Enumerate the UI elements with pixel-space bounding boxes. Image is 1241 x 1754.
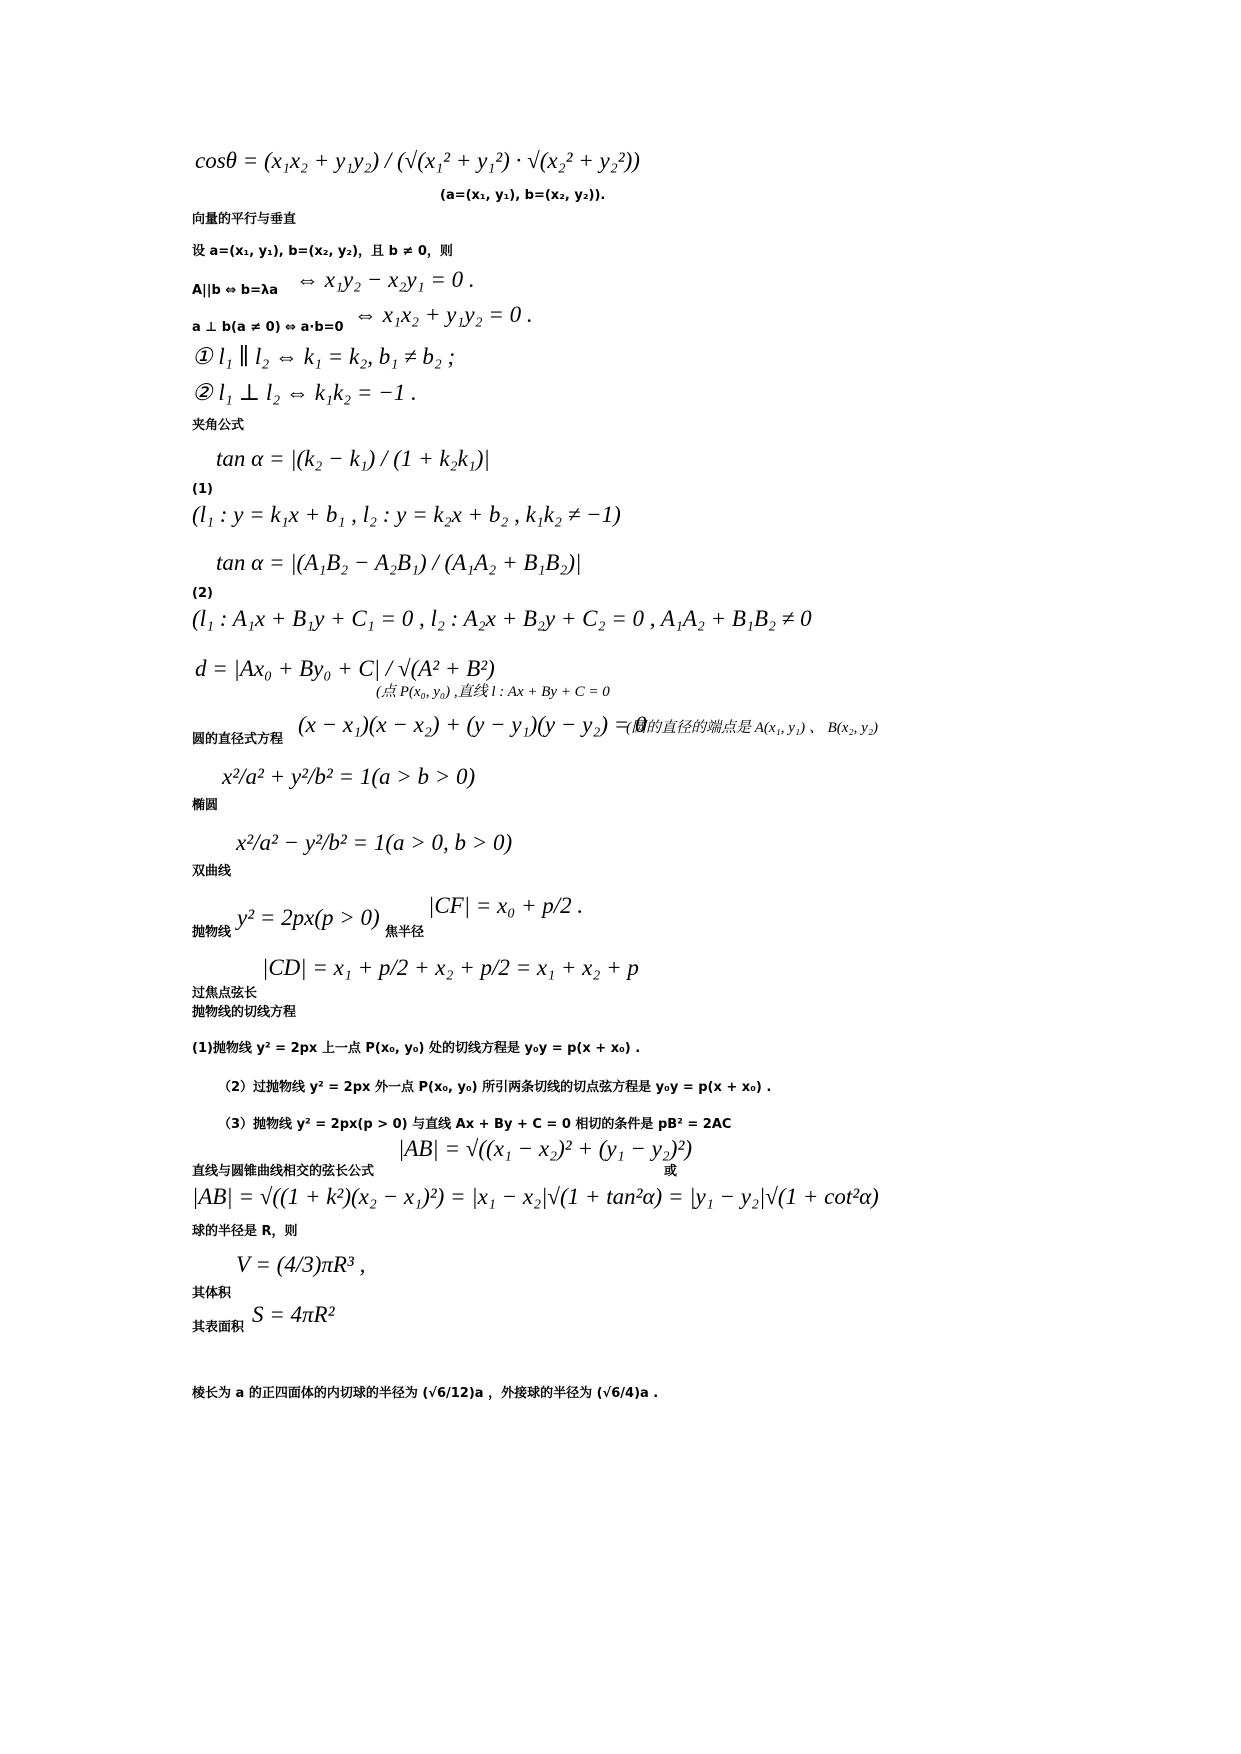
section-heading-vector: 向量的平行与垂直: [192, 212, 297, 227]
ellipse-label: 椭圆: [192, 798, 219, 813]
angle-formula-1-label: (1): [192, 482, 213, 497]
tangent-rule-3: （3）抛物线 y² = 2px(p > 0) 与直线 Ax + By + C = 0 相切的条件是 pB² = 2AC: [218, 1117, 732, 1132]
angle-formula-1-condition: (l₁ : y = k₁x + b₁ , l₂ : y = k₂x + b₂ , k₁k₂ ≠ −1): [192, 502, 621, 527]
angle-formula-2: tan α = |(A₁B₂ − A₂B₁) / (A₁A₂ + B₁B₂)|: [216, 550, 582, 575]
section-heading-angle: 夹角公式: [192, 418, 245, 433]
focal-radius-label: 焦半径: [385, 925, 425, 940]
angle-formula-2-label: (2): [192, 586, 213, 601]
ellipse-equation: x²/a² + y²/b² = 1(a > b > 0): [222, 764, 476, 789]
line-parallel-formula: ① l₁ ∥ l₂ ⇔ k₁ = k₂, b₁ ≠ b₂ ;: [192, 344, 456, 369]
perpendicular-condition-label: a ⊥ b(a ≠ 0) ⇔ a·b=0: [192, 320, 344, 335]
circle-diameter-formula: (x − x₁)(x − x₂) + (y − y₁)(y − y₂) = 0: [298, 712, 647, 737]
sphere-volume-label: 其体积: [192, 1286, 232, 1301]
chord-length-formula-2: |AB| = √((1 + k²)(x₂ − x₁)²) = |x₁ − x₂|√(1 + tan²α) = |y₁ − y₂|√(1 + cot²α): [192, 1184, 879, 1209]
focal-radius-formula: |CF| = x₀ + p/2 .: [428, 893, 584, 918]
perpendicular-condition-formula: ⇔ x₁x₂ + y₁y₂ = 0 .: [354, 302, 533, 327]
hyperbola-equation: x²/a² − y²/b² = 1(a > 0, b > 0): [236, 830, 513, 855]
chord-length-label: 直线与圆锥曲线相交的弦长公式: [192, 1164, 375, 1179]
tangent-rule-2: （2）过抛物线 y² = 2px 外一点 P(x₀, y₀) 所引两条切线的切点弦方程是 y₀y = p(x + x₀) .: [218, 1080, 772, 1095]
vector-set-line: 设 a=(x₁, y₁), b=(x₂, y₂)，且 b ≠ 0，则: [192, 244, 453, 259]
circle-diameter-note: (圆的直径的端点是 A(x₁, y₁) 、 B(x₂, y₂): [626, 720, 879, 736]
hyperbola-label: 双曲线: [192, 864, 232, 879]
angle-formula-2-condition: (l₁ : A₁x + B₁y + C₁ = 0 , l₂ : A₂x + B₂y + C₂ = 0 , A₁A₂ + B₁B₂ ≠ 0: [192, 606, 812, 631]
chord-length-or: 或: [664, 1164, 678, 1179]
parabola-equation: y² = 2px(p > 0): [237, 905, 380, 930]
angle-formula-1: tan α = |(k₂ − k₁) / (1 + k₂k₁)|: [216, 446, 490, 471]
point-line-distance-note: (点 P(x₀, y₀) ,直线 l : Ax + By + C = 0: [376, 684, 610, 700]
sphere-volume-formula: V = (4/3)πR³ ,: [236, 1252, 366, 1277]
tangent-rule-1: (1)抛物线 y² = 2px 上一点 P(x₀, y₀) 处的切线方程是 y₀y = p(x + x₀) .: [192, 1041, 641, 1056]
focal-chord-formula: |CD| = x₁ + p/2 + x₂ + p/2 = x₁ + x₂ + p: [262, 955, 639, 980]
tetrahedron-sphere-radii: 棱长为 a 的正四面体的内切球的半径为 (√6/12)a ，外接球的半径为 (√6/4)a .: [192, 1386, 659, 1401]
cos-formula: cosθ = (x₁x₂ + y₁y₂) / (√(x₁² + y₁²) · √(x₂² + y₂²)): [195, 148, 640, 173]
cos-note: (a=(x₁, y₁), b=(x₂, y₂)).: [440, 188, 606, 203]
sphere-intro: 球的半径是 R，则: [192, 1224, 298, 1239]
chord-length-formula: |AB| = √((x₁ − x₂)² + (y₁ − y₂)²): [398, 1136, 693, 1161]
circle-diameter-label: 圆的直径式方程: [192, 732, 284, 747]
sphere-surface-formula: S = 4πR²: [252, 1302, 335, 1327]
line-perpendicular-formula: ② l₁ ⊥ l₂ ⇔ k₁k₂ = −1 .: [192, 380, 417, 405]
sphere-surface-label: 其表面积: [192, 1320, 245, 1335]
parallel-condition-label: A||b ⇔ b=λa: [192, 283, 279, 298]
section-heading-tangent: 抛物线的切线方程: [192, 1005, 297, 1020]
point-line-distance-formula: d = |Ax₀ + By₀ + C| / √(A² + B²): [195, 656, 495, 681]
parallel-condition-formula: ⇔ x₁y₂ − x₂y₁ = 0 .: [296, 267, 475, 292]
focal-chord-label: 过焦点弦长: [192, 986, 258, 1001]
parabola-label: 抛物线: [192, 925, 232, 940]
